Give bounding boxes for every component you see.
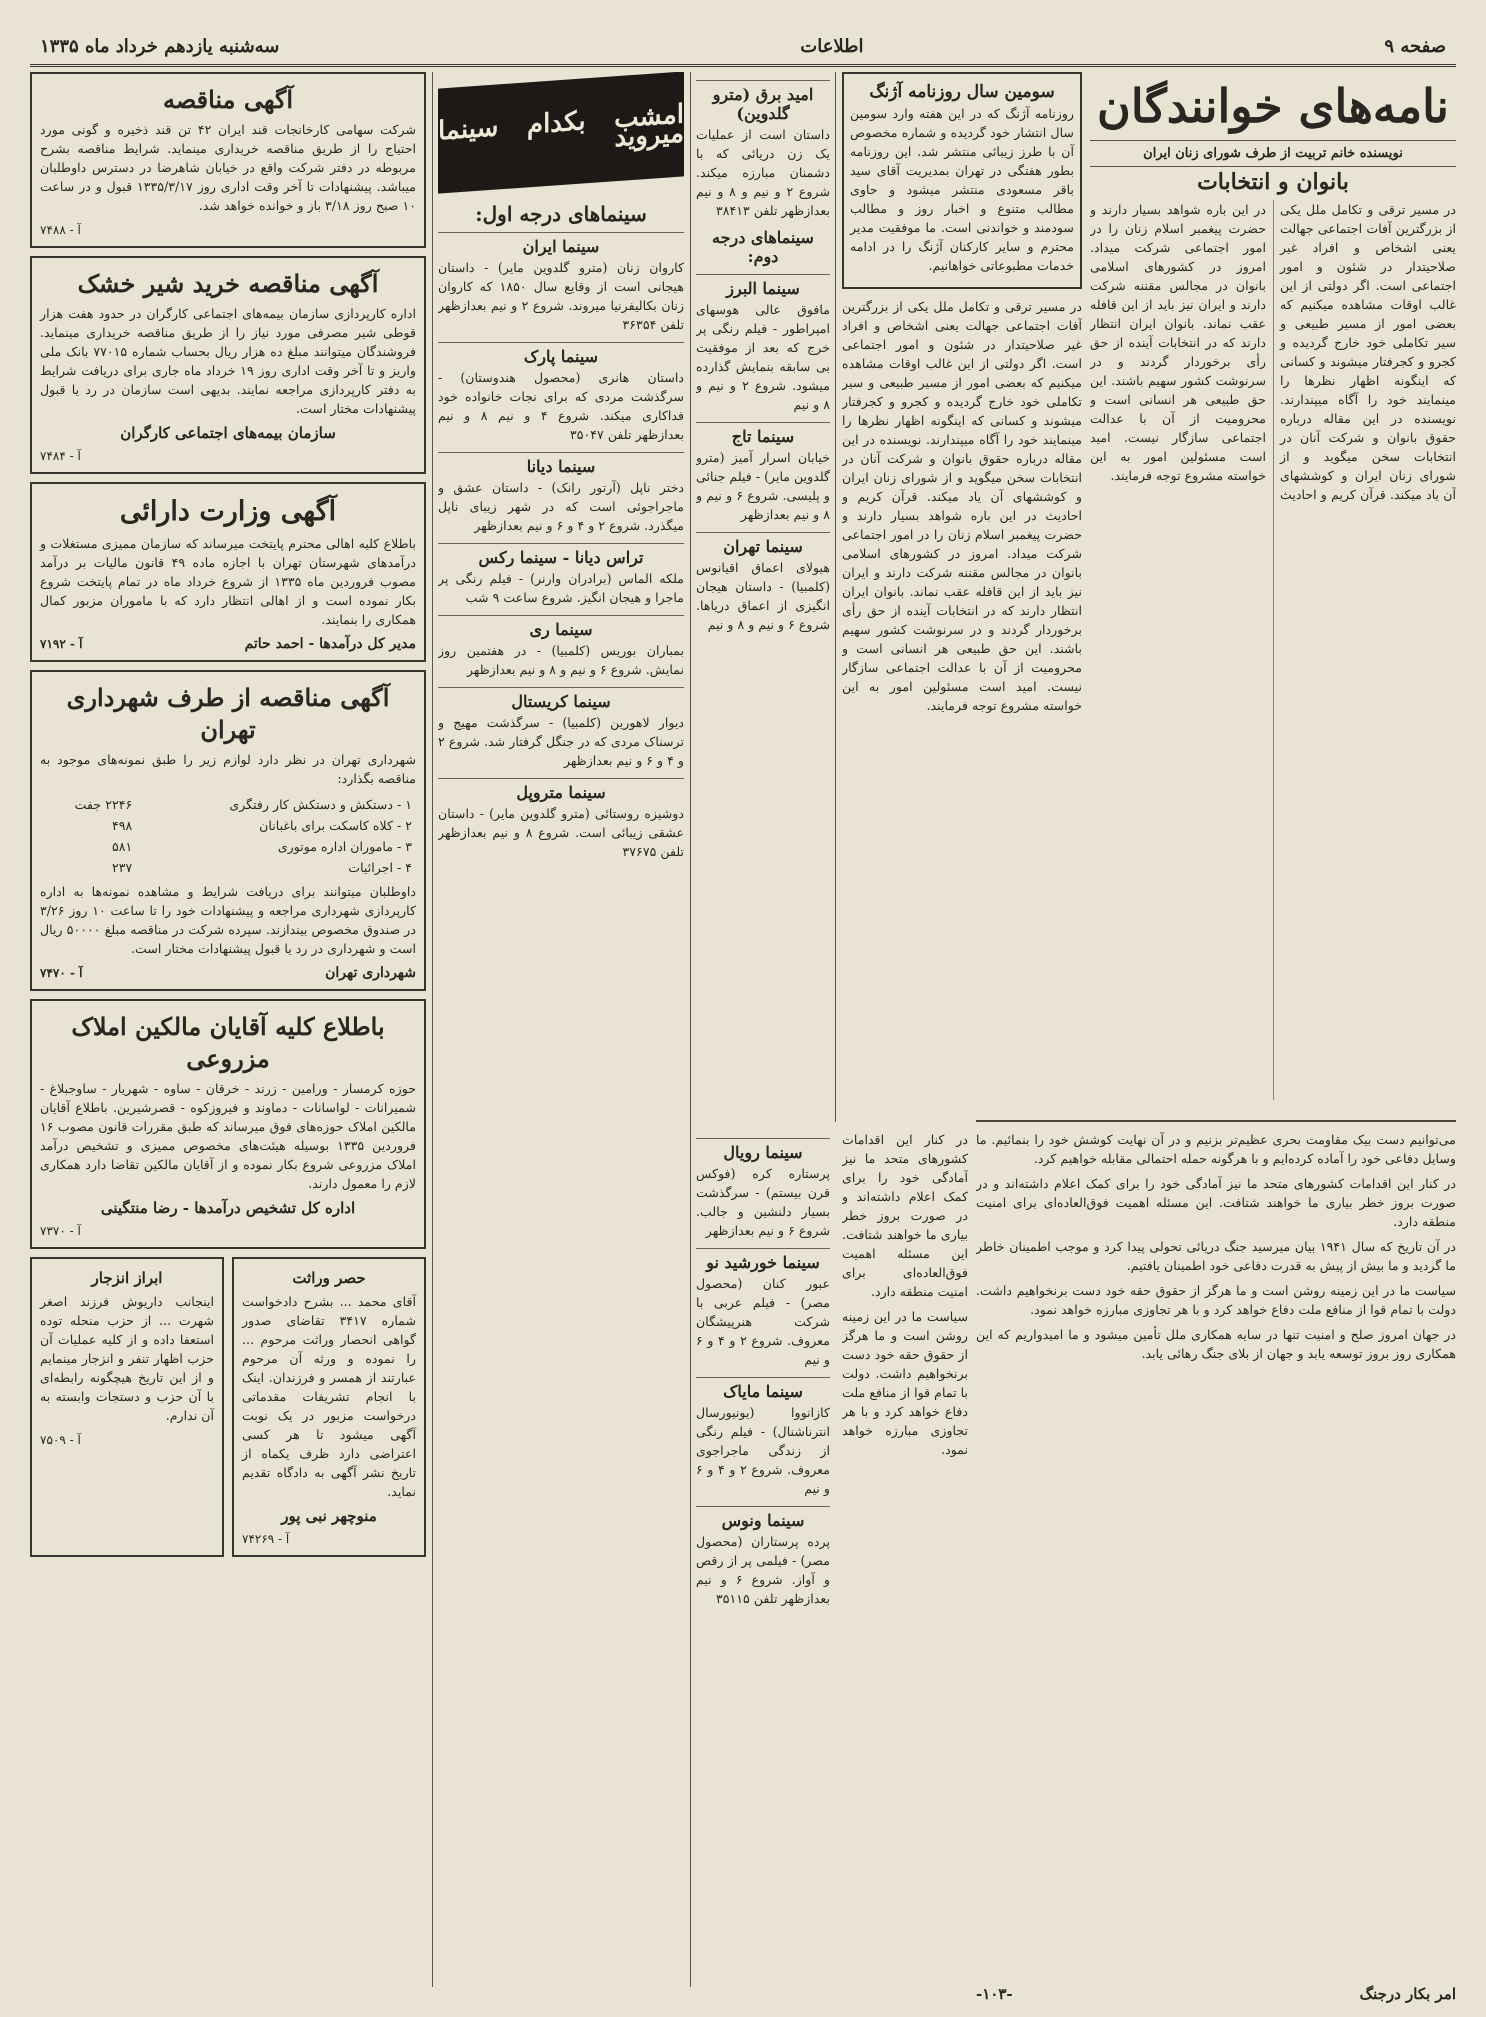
property-ad bbox=[30, 999, 426, 1249]
editorial-author: امر بکار درجنگ bbox=[1359, 1985, 1456, 2003]
cinema-film: کاروان زنان (مترو گلدوین مایر) - داستان هیجانی است از وقایع سال ۱۸۵۰ که کاروان زنان بکالیفرنیا میروند. شروع ۲ و نیم بعدازظهر تلفن ۳۶۳۵۴ bbox=[438, 260, 684, 332]
letters-section bbox=[1090, 72, 1456, 1112]
cinema-name: سینما پارک bbox=[438, 342, 684, 366]
azhang-title: سومین سال روزنامه آژنگ bbox=[869, 82, 1055, 102]
cinema-name: سینما کریستال bbox=[438, 687, 684, 711]
cinema-name: سینما ری bbox=[438, 615, 684, 639]
table-cell: ۲۳۷ bbox=[111, 860, 133, 875]
ad-code: آ - ۷۴۸۴ bbox=[40, 449, 81, 463]
ad-body: اینجانب داریوش فرزند اصغر شهرت ... از حزب منحله توده استعفا داده و از کلیه عملیات آن حزب اظهار تنفر و انزجار مینمایم و از این تاریخ هیچگونه رابطه‌ای با آن حزب و دستجات وابسته به آن ندارم. bbox=[40, 1294, 214, 1423]
ad-code: آ - ۷۴۸۸ bbox=[40, 223, 81, 237]
editorial-continuation bbox=[842, 1130, 968, 1970]
letters-byline: نویسنده خانم تربیت از طرف شورای زنان ایران bbox=[1090, 140, 1456, 167]
cinema-name: سینما ونوس bbox=[696, 1506, 830, 1530]
ad-body: باطلاع کلیه اهالی محترم پایتخت میرساند که سازمان ممیزی مستغلات و درآمدهای شهرستان تهران با اجازه ماده ۴۹ قانون مالیات بر درآمد مصوب فروردین ماه ۱۳۳۵ از شروع خرداد ماه در تمام پایتخت شروع بکار نموده است و از اهالی انتظار دارد که با ماموران مزبور کمال همکاری را بنمایند. bbox=[40, 536, 416, 627]
section-divider bbox=[976, 1120, 1456, 1122]
cinema-film: خیابان اسرار آمیز (مترو گلدوین مایر) - فیلم جنائی و پلیسی. شروع ۶ و نیم و ۸ و نیم بعدازظهر bbox=[696, 450, 830, 522]
cinema-film: کازانووا (یونیورسال انترناشنال) - فیلم رنگی از زندگی ماجراجوی معروف. شروع ۲ و ۴ و ۶ و نیم bbox=[696, 1405, 830, 1496]
letters-masthead: نامه‌های خوانندگان bbox=[1097, 79, 1449, 133]
editorial-paragraph: سیاست ما در این زمینه روشن است و ما هرگز از حقوق حقه خود دست برنخواهیم داشت. دولت با تمام قوا از منافع ملت دفاع خواهد کرد و با هر تجاوزی مبارزه خواهد نمود. bbox=[842, 1309, 968, 1457]
page-number: صفحه ۹ bbox=[1384, 35, 1446, 57]
ad-intro: شهرداری تهران در نظر دارد لوازم زیر را طبق نمونه‌های موجود به مناقصه بگذارد: bbox=[40, 752, 416, 786]
cinema-film: دیوار لاهورین (کلمبیا) - سرگذشت مهیج و ترسناک مردی که در جنگل گرفتار شد. شروع ۲ و ۴ و ۶ و نیم بعدازظهر bbox=[438, 715, 684, 768]
cinema-film: دوشیزه روستائی (مترو گلدوین مایر) - داستان عشقی زیبائی است. شروع ۸ و نیم بعدازظهر تلفن ۳۷۶۷۵ bbox=[438, 806, 684, 859]
table-cell: ۲۲۴۶ جفت bbox=[74, 797, 133, 812]
cinema-film: هیولای اعماق اقیانوس (کلمبیا) - داستان هیجان انگیزی از اعماق دریاها. شروع ۶ و نیم و ۸ و نیم bbox=[696, 560, 830, 632]
letters-body: در مسیر ترقی و تکامل ملل یکی از بزرگترین آفات اجتماعی جهالت یعنی اشخاص و افراد غیر صلاحیتدار در شئون و امور اجتماعی است. اگر دولتی از این غالب اوقات مشاهده میکنیم که بعضی امور از مسیر طبیعی و سیر تکاملی خود خارج گردیده و کجرو و کجرفتار میشوند و کسانی که اینگونه اظهار نظرها را مینمایند خود را آگاه میپندارند. نویسنده در این مقاله درباره حقوق بانوان و شرکت آنان در انتخابات سخن میگوید و از شورای زنان ایران و کوششهای آن یاد میکند. قرآن کریم و احادیث در این باره شواهد بسیار دارند و حضرت پیغمبر اسلام زنان را در امور اجتماعی شرکت میداد. امروز در کشورهای اسلامی بانوان در مجالس مقننه شرکت دارند و ایران نیز باید از این قافله عقب نماند. بانوان ایران انتظار دارند که در انتخابات آینده از حق رأی برخوردار گردند و در سرنوشت کشور سهیم باشند. این حق طبیعی هر انسانی است و محرومیت از آن با عدالت اجتماعی سازگار نیست. امید است مسئولین امور به این خواسته مشروع توجه فرمایند. bbox=[1090, 202, 1456, 502]
ad-title: آگهی مناقصه bbox=[162, 85, 294, 114]
renounce-ad bbox=[30, 1257, 224, 1557]
ad-signature: سازمان بیمه‌های اجتماعی کارگران bbox=[120, 424, 336, 442]
ad-body: حوزه کرمسار - ورامین - زرند - خرقان - ساوه - شهریار - ساوجبلاغ - شمیرانات - لواسانات - دماوند و فیروزکوه - قصرشیرین. باطلاع آقایان مالکین املاک حوزه‌های فوق میرساند که طبق مقررات قانون مصوب ۱۶ فروردین ۱۳۳۵ بوسیله هیئت‌های مخصوص ممیزی و تشخیص درآمد املاک مزروعی شروع بکار نموده و از آقایان مالکین تقاضا دارد همکاری لازم را معمول دارند. bbox=[40, 1081, 417, 1191]
ad-body: اداره کارپردازی سازمان بیمه‌های اجتماعی کارگران در حدود هفت هزار قوطی شیر مصرفی مورد نیاز را از طریق مناقصه خریداری مینماید. فروشندگان میتوانند مبلغ ده هزار ریال بحساب شماره ۷۷۰۱۵ بانک ملی واریز و تا آخر وقت اداری روز ۱۹ خرداد ماه جاری برای دریافت شرایط به دفتر کارپردازی مراجعه نمایند. بدیهی است سازمان در رد یا قبول پیشنهادات مختار است. bbox=[40, 306, 416, 416]
cinema-name: سینما تهران bbox=[696, 532, 830, 556]
ad-signature: مدیر کل درآمدها - احمد حاتم bbox=[244, 636, 416, 652]
letters-title: بانوان و انتخابات bbox=[1197, 169, 1349, 195]
ad-title: حصر وراثت bbox=[292, 1269, 366, 1287]
ads-section bbox=[30, 72, 426, 1987]
ad-code: آ - ۷۳۷۰ bbox=[40, 1224, 81, 1238]
cinema-section-3 bbox=[696, 1130, 830, 1980]
editorial-paragraph: در کنار این اقدامات کشورهای متحد ما نیز آمادگی خود را برای کمک اعلام داشته‌اند و در صورت بروز خطر بیاری ما خواهند شتافت. این مسئله اهمیت فوق‌العاده‌ای برای امنیت منطقه دارد. bbox=[976, 1176, 1456, 1229]
table-cell: ۴ - اجرائیات bbox=[348, 860, 412, 875]
ad-title: آگهی مناقصه از طرف شهرداری تهران bbox=[66, 683, 390, 744]
ad-title: آگهی وزارت دارائی bbox=[119, 496, 337, 527]
ad-signature: شهرداری تهران bbox=[325, 965, 416, 981]
table-cell: ۳ - ماموران اداره موتوری bbox=[277, 839, 412, 854]
cinema-name: سینما خورشید نو bbox=[696, 1248, 830, 1272]
issue-date: سه‌شنبه یازدهم خرداد ماه ۱۳۳۵ bbox=[40, 35, 280, 57]
ad-code: آ - ۷۴۲۶۹ bbox=[242, 1532, 290, 1546]
cinema-name: تراس دیانا - سینما رکس bbox=[438, 543, 684, 567]
letters-continuation bbox=[842, 72, 1082, 1112]
ad-code: آ - ۷۵۰۹ bbox=[40, 1433, 81, 1447]
table-cell: ۱ - دستکش و دستکش کار رفتگری bbox=[229, 797, 412, 812]
page-header bbox=[30, 28, 1456, 67]
cinema-film: ملکه الماس (برادران وارنر) - فیلم رنگی پر ماجرا و هیجان انگیز. شروع ساعت ۹ شب bbox=[438, 571, 684, 605]
azhang-box bbox=[842, 72, 1082, 289]
ad-code: آ - ۷۱۹۲ bbox=[40, 637, 83, 651]
table-row bbox=[40, 857, 416, 878]
cinema-film: داستان است از عملیات یک زن دریائی که با دشمنان مبارزه میکند. شروع ۲ و نیم و ۸ و نیم بعدازظهر تلفن ۳۸۴۱۳ bbox=[696, 127, 830, 218]
tender-ad-2 bbox=[30, 256, 426, 474]
municipal-ad bbox=[30, 670, 426, 991]
editorial-paragraph: در آن تاریخ که سال ۱۹۴۱ بیان میرسید جنگ دریائی تحولی پیدا کرد و موجب اطمینان خاطر ما گردید و ما بیش از پیش به قدرت دفاعی خود اطمینان یافتیم. bbox=[976, 1239, 1456, 1273]
newspaper-name: اطلاعات bbox=[800, 35, 864, 57]
second-class-heading: سینماهای درجه دوم: bbox=[712, 228, 814, 266]
tender-ad-1 bbox=[30, 72, 426, 248]
bottom-ads bbox=[30, 1257, 426, 1565]
cinema-section-2 bbox=[696, 72, 830, 1122]
cinema-name: سینما دیانا bbox=[438, 452, 684, 476]
ad-title: ابراز انزجار bbox=[91, 1269, 163, 1287]
cinema-section bbox=[438, 72, 684, 1982]
table-cell: ۴۹۸ bbox=[111, 818, 133, 833]
editorial-section bbox=[976, 1130, 1456, 1970]
ad-body: شرکت سهامی کارخانجات قند ایران ۴۲ تن قند ذخیره و گونی مورد احتیاج را از طریق مناقصه خریداری مینماید. شرایط مناقصه بشرح مربوطه در دفتر شرکت واقع در خیابان شاهرضا در دسترس داوطلبان میباشد. پیشنهادات تا آخر وقت اداری روز ۱۳۳۵/۳/۱۷ قبول و در ساعت ۱۰ صبح روز ۳/۱۸ باز و خوانده خواهد شد. bbox=[40, 122, 417, 213]
editorial-paragraph: در کنار این اقدامات کشورهای متحد ما نیز آمادگی خود را برای کمک اعلام داشته‌اند و در صورت بروز خطر بیاری ما خواهند شتافت. این مسئله اهمیت فوق‌العاده‌ای برای امنیت منطقه دارد. bbox=[842, 1132, 968, 1299]
cinema-name: سینما مایاک bbox=[696, 1377, 830, 1401]
column-divider bbox=[690, 72, 691, 1987]
cinema-name: سینما تاج bbox=[696, 422, 830, 446]
cinema-name: سینما البرز bbox=[696, 274, 830, 298]
editorial-paragraph: در جهان امروز صلح و امنیت تنها در سایه همکاری ملل تأمین میشود و ما امیدواریم که این همکاری روز بروز توسعه یابد و جهان از بلای جنگ رهائی یابد. bbox=[976, 1327, 1456, 1361]
table-row bbox=[40, 794, 416, 815]
cinema-film: بمباران بوریس (کلمبیا) - در هفتمین روز نمایش. شروع ۶ و نیم و ۸ و نیم بعدازظهر bbox=[438, 643, 684, 677]
table-row bbox=[40, 815, 416, 836]
editorial-footer bbox=[976, 1985, 1456, 2003]
ad-signature: منوچهر نبی پور bbox=[281, 1507, 377, 1525]
ad-signature: اداره کل تشخیص درآمدها - رضا منتگینی bbox=[100, 1199, 356, 1217]
cinema-film: پرستاره کره (فوکس قرن بیستم) - سرگذشت بسیار دلنشین و جالب. شروع ۶ و نیم بعدازظهر bbox=[696, 1166, 830, 1238]
table-cell: ۲ - کلاه کاسکت برای باغبانان bbox=[259, 818, 412, 833]
cinema-film: پرده پرستاران (محصول مصر) - فیلمی پر از رقص و آواز. شروع ۶ و نیم بعدازظهر تلفن ۳۵۱۱۵ bbox=[696, 1534, 830, 1606]
cinema-film: مافوق عالی هوسهای امپراطور - فیلم رنگی پر خرج که بعد از موفقیت بی سابقه بنمایش گذارده میشود. شروع ۲ و نیم و ۸ و نیم bbox=[696, 302, 830, 412]
letters-body-continued: در مسیر ترقی و تکامل ملل یکی از بزرگترین آفات اجتماعی جهالت یعنی اشخاص و افراد غیر صلاحیتدار در شئون و امور اجتماعی است. اگر دولتی از این غالب اوقات مشاهده میکنیم که بعضی امور از مسیر طبیعی و سیر تکاملی خود خارج گردیده و کجرو و کجرفتار میشوند و کسانی که اینگونه اظهار نظرها را مینمایند خود را آگاه میپندارند. نویسنده در این مقاله درباره حقوق بانوان و شرکت آنان در انتخابات سخن میگوید و از شورای زنان ایران و کوششهای آن یاد میکند. قرآن کریم و احادیث در این باره شواهد بسیار دارند و حضرت پیغمبر اسلام زنان را در امور اجتماعی شرکت میداد. امروز در کشورهای اسلامی بانوان در مجالس مقننه شرکت دارند و ایران نیز باید از این قافله عقب نماند. بانوان ایران انتظار دارند که در انتخابات آینده از حق رأی برخوردار گردند و در سرنوشت کشور سهیم باشند. این حق طبیعی هر انسانی است و محرومیت از آن با عدالت اجتماعی سازگار نیست. امید است مسئولین امور به این خواسته مشروع توجه فرمایند. bbox=[842, 299, 1082, 713]
cinema-name: امید برق (مترو گلدوین) bbox=[696, 80, 830, 123]
cinema-film: عبور کنان (محصول مصر) - فیلم عربی با شرکت هنرپیشگان معروف. شروع ۲ و ۴ و ۶ و نیم bbox=[696, 1276, 830, 1367]
ad-body: آقای محمد ... بشرح دادخواست شماره ۳۴۱۷ تقاضای صدور گواهی انحصار وراثت مرحوم ... را نموده و ورثه آن مرحوم عبارتند از همسر و فرزندان. اینک با انجام تشریفات مقدماتی درخواست مزبور در یک نوبت آگهی میشود تا هر کسی اعتراضی دارد ظرف یکماه از تاریخ نشر آگهی به دادگاه تقدیم نماید. bbox=[242, 1294, 416, 1499]
ad-title: باطلاع کلیه آقایان مالکین املاک مزروعی bbox=[71, 1012, 385, 1073]
items-table bbox=[40, 794, 416, 878]
cinema-name: سینما متروپل bbox=[438, 778, 684, 802]
editorial-paragraph: می‌توانیم دست بیک مقاومت بحری عظیم‌تر بزنیم و در آن نهایت کوشش خود را بنمائیم. ما وسایل دفاعی خود را آماده کرده‌ایم و با هرگونه حمله احتمالی مقابله خواهیم کرد. bbox=[976, 1132, 1456, 1166]
editorial-paragraph: سیاست ما در این زمینه روشن است و ما هرگز از حقوق حقه خود دست برنخواهیم داشت. دولت با تمام قوا از منافع ملت دفاع خواهد کرد و با هر تجاوزی مبارزه خواهد نمود. bbox=[976, 1283, 1456, 1317]
cinema-film: داستان هانری (محصول هندوستان) - سرگذشت مردی که برای نجات خانواده خود فداکاری میکند. شروع ۴ و نیم ۸ و نیم بعدازظهر تلفن ۳۵۰۴۷ bbox=[438, 370, 684, 442]
finance-ad bbox=[30, 482, 426, 662]
cinema-name: سینما رویال bbox=[696, 1138, 830, 1162]
column-divider bbox=[835, 72, 836, 1122]
ad-title: آگهی مناقصه خرید شیر خشک bbox=[77, 269, 379, 298]
table-row bbox=[40, 836, 416, 857]
ad-body: داوطلبان میتوانند برای دریافت شرایط و مشاهده نمونه‌ها به اداره کارپردازی شهرداری مراجعه و پیشنهادات خود را تا ساعت ۱۰ روز ۳/۲۶ در صندوق مخصوص بیندازند. سپرده شرکت در مناقصه مبلغ ۵۰۰۰۰ ریال است و شهرداری در رد یا قبول پیشنهادات مختار است. bbox=[40, 884, 416, 956]
page-mark: -۱۰۳- bbox=[976, 1985, 1013, 2003]
inheritance-ad bbox=[232, 1257, 426, 1557]
cinema-banner: امشب بکدام سینما میروید bbox=[438, 72, 684, 194]
ad-code: آ - ۷۴۷۰ bbox=[40, 966, 83, 980]
first-class-heading: سینماهای درجه اول: bbox=[475, 202, 647, 226]
cinema-name: سینما ایران bbox=[438, 232, 684, 256]
column-divider bbox=[432, 72, 433, 1987]
cinema-film: دختر ناپل (آرتور رانک) - داستان عشق و ماجراجوئی است که در شهر زیبای ناپل میگذرد. شروع ۲ و ۴ و ۶ و نیم بعدازظهر bbox=[438, 480, 684, 533]
azhang-body: روزنامه آژنگ که در این هفته وارد سومین سال انتشار خود گردیده و شماره مخصوص آن با طرز زیبائی منتشر شد. این روزنامه بطور هفتگی در تهران بمدیریت آقای سید باقر مسعودی منتشر میشود و حاوی مطالب متنوع و اخبار روز و مطالب سودمند و خواندنی است. ما موفقیت مدیر محترم و سایر کارکنان آژنگ را در ادامه خدمات مطبوعاتی خواهانیم. bbox=[850, 106, 1074, 273]
table-cell: ۵۸۱ bbox=[111, 839, 133, 854]
